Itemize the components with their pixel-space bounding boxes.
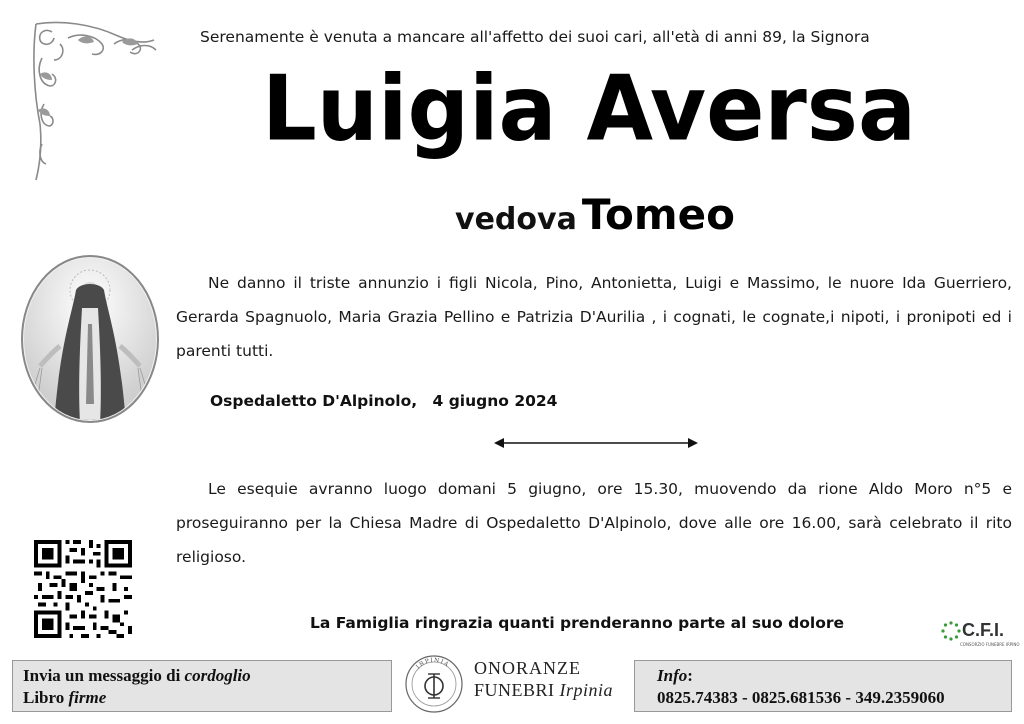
message-prefix: Invia un messaggio di [23,666,185,685]
announcement-text: Ne danno il triste annunzio i figli Nicola, Pino, Antonietta, Luigi e Massimo, le nuore Ida Guerriero, Gerarda Spagnuolo, Maria Grazia Pellino e Patrizia D'Aurilia , i cognati, le cognate,i nipoti, i pronipoti ed i parenti tutti. [176,274,1012,360]
funeral-home-logo [402,650,630,718]
info-label: Info [657,666,688,685]
intro-line: Serenamente è venuta a mancare all'affetto dei suoi cari, all'età di anni 89, la Signora [200,28,870,46]
info-colon: : [687,666,693,685]
cfi-dots-icon [940,620,962,642]
date: 4 giugno 2024 [432,392,558,410]
widow-surname: Tomeo [581,190,735,239]
thanks-text: La Famiglia ringrazia quanti prenderanno parte al suo dolore [310,614,845,632]
condolence-box[interactable] [12,660,392,712]
seal-top-text: IRPINIA [414,656,451,671]
phone-numbers[interactable]: 0825.74383 - 0825.681536 - 349.2359060 [657,688,945,707]
widow-line [0,190,1024,239]
guestbook-link[interactable] [23,687,381,709]
funeral-home-name-line2b: Irpinia [559,680,614,700]
funeral-home-name-line2 [474,680,613,701]
place-date [210,392,710,410]
funeral-home-seal-icon [402,650,466,714]
info-label-row [657,665,1001,687]
madonna-portrait-icon [20,254,160,424]
cfi-text: C.F.I. [962,620,1005,640]
info-box [634,660,1012,712]
deceased-name: Luigia Aversa [262,56,917,162]
condolence-message-link[interactable] [23,665,381,687]
message-italic: cordoglio [184,666,251,685]
qr-code-icon[interactable] [34,540,132,638]
book-prefix: Libro [23,688,69,707]
funeral-home-name-line1: ONORANZE [474,658,581,678]
cfi-logo [940,620,1020,650]
double-arrow-divider-icon [494,436,698,450]
funeral-home-name-line2a: FUNEBRI [474,680,560,700]
place: Ospedaletto D'Alpinolo, [210,392,418,410]
widow-word: vedova [455,202,577,237]
corner-ornament-icon [22,14,162,186]
cfi-subtitle: CONSORZIO FUNEBRE IRPINO [960,642,1020,647]
funeral-details-text: Le esequie avranno luogo domani 5 giugno, ore 15.30, muovendo da rione Aldo Moro n°5 e proseguiranno per la Chiesa Madre di Ospedaletto D'Alpinolo, dove alle ore 16.00, sarà celebrato il rito religioso. [176,480,1012,566]
book-italic: firme [68,688,107,707]
